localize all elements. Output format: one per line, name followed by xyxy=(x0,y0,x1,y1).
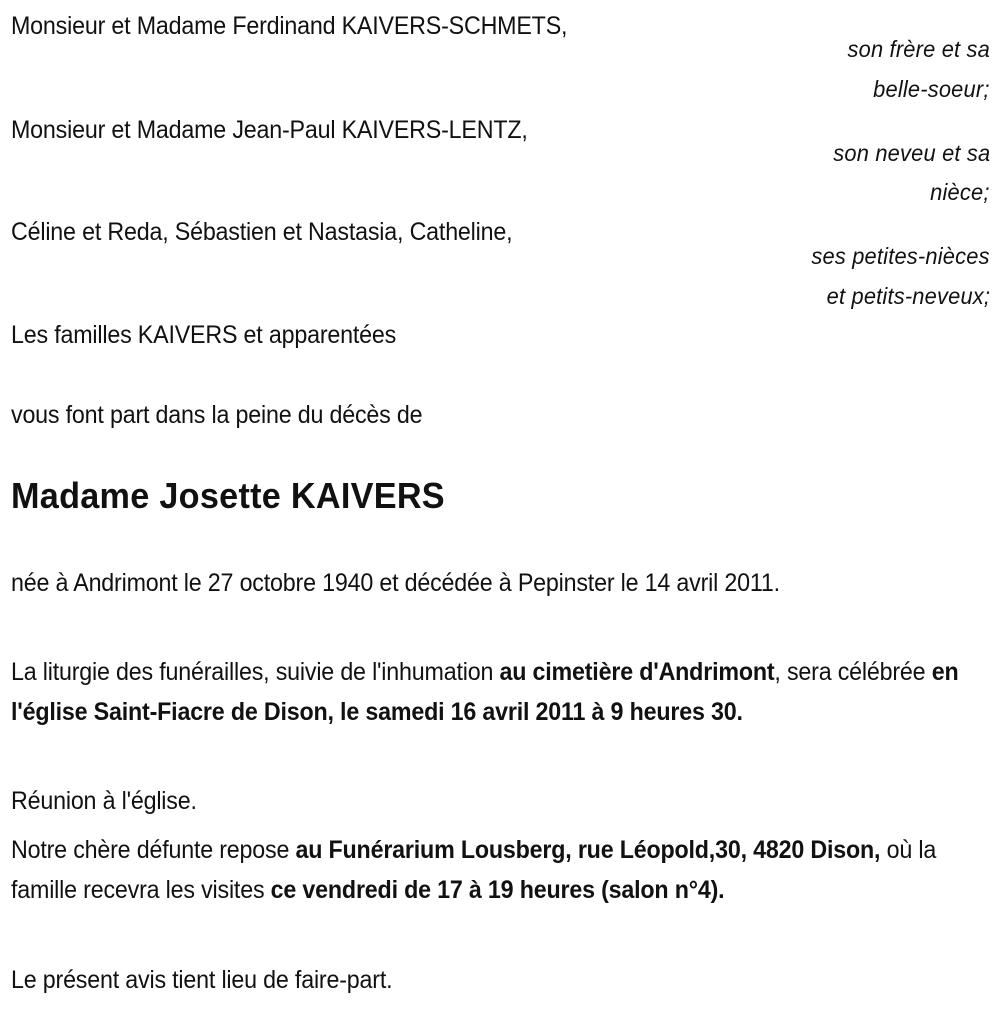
viewing-text-2: où la famille recevra les visites xyxy=(11,836,937,904)
announcer-names: Monsieur et Madame Jean-Paul KAIVERS-LENTZ, xyxy=(11,116,528,144)
deceased-name: Madame Josette KAIVERS xyxy=(11,475,445,516)
birth-death-text: née à Andrimont le 27 octobre 1940 et décédée à Pepinster le 14 avril 2011. xyxy=(11,569,780,597)
funeral-text-2: , sera célébrée xyxy=(774,658,932,686)
viewing-funerarium-address: au Funérarium Lousberg, rue Léopold,30, 4820 Dison, xyxy=(295,836,881,864)
birth-death-paragraph xyxy=(11,564,978,604)
meeting-text: Réunion à l'église. xyxy=(11,787,197,815)
closing-paragraph xyxy=(11,961,978,1001)
funeral-text-1: La liturgie des funérailles, suivie de l'inhumation xyxy=(11,658,500,686)
announcer-names: Monsieur et Madame Ferdinand KAIVERS-SCHMETS, xyxy=(11,12,568,40)
viewing-hours: ce vendredi de 17 à 19 heures (salon n°4). xyxy=(270,875,725,904)
announcer-relation-line2: et petits-neveux; xyxy=(826,283,990,309)
closing-text: Le présent avis tient lieu de faire-part. xyxy=(11,966,393,994)
announcer-relation-line1: ses petites-nièces xyxy=(811,243,990,269)
families-line: Les familles KAIVERS et apparentées xyxy=(11,321,397,349)
announcer-relation-line2: nièce; xyxy=(930,179,990,205)
viewing-paragraph xyxy=(11,831,978,910)
announcer-relation-line2: belle-soeur; xyxy=(873,76,990,102)
announcer-relation-line1: son neveu et sa xyxy=(832,140,990,166)
funeral-cemetery: au cimetière d'Andrimont xyxy=(499,658,775,686)
meeting-paragraph xyxy=(11,782,978,822)
funeral-church-datetime: en l'église Saint-Fiacre de Dison, le samedi 16 avril 2011 à 9 heures 30. xyxy=(11,658,959,726)
funeral-paragraph xyxy=(11,653,978,732)
intro-line: vous font part dans la peine du décès de xyxy=(11,401,423,429)
viewing-text-1: Notre chère défunte repose xyxy=(11,836,296,864)
announcer-names: Céline et Reda, Sébastien et Nastasia, Catheline, xyxy=(11,218,513,246)
announcer-relation-line1: son frère et sa xyxy=(847,36,990,62)
